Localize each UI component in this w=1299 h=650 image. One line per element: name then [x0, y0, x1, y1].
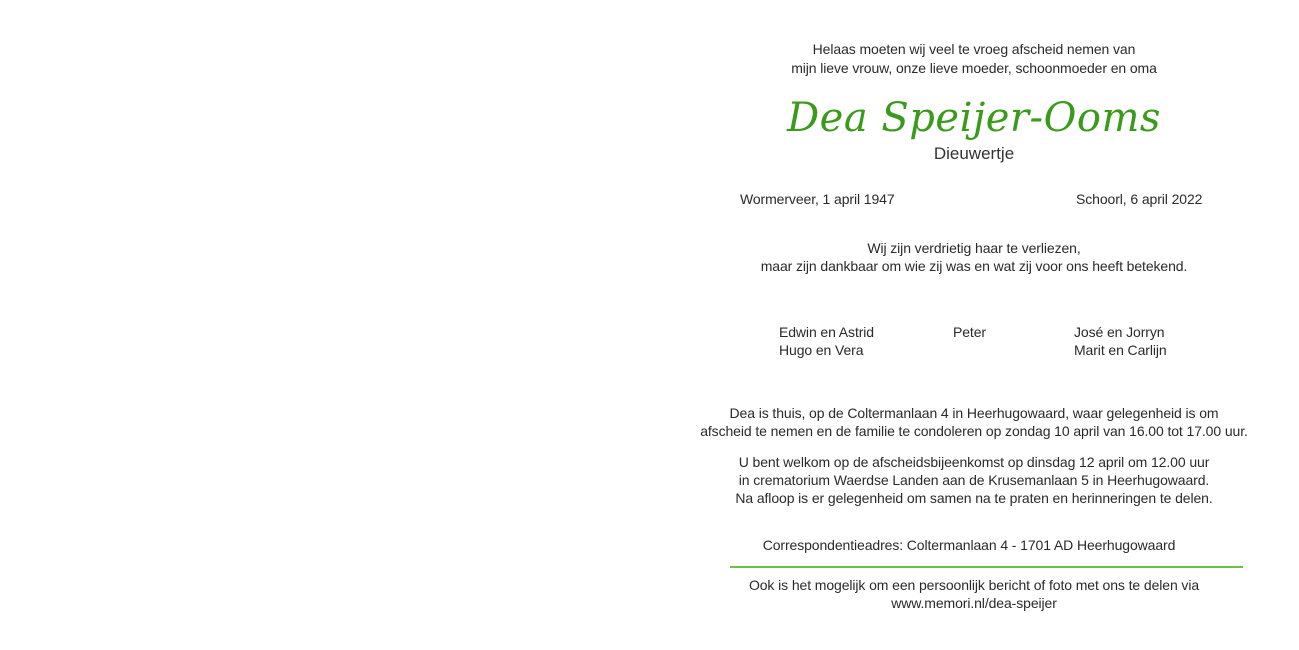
death-info: Schoorl, 6 april 2022	[1076, 191, 1203, 207]
viewing-line-2: afscheid te nemen en de familie te condoleren op zondag 10 april van 16.00 tot 17.00 uur.	[700, 423, 1248, 439]
birth-info: Wormerveer, 1 april 1947	[740, 191, 895, 207]
family-member: Hugo en Vera	[779, 342, 864, 358]
family-member: Marit en Carlijn	[1074, 342, 1167, 358]
memori-link[interactable]: www.memori.nl/dea-speijer	[891, 595, 1057, 611]
deceased-name: Dea Speijer-Ooms	[787, 95, 1161, 141]
message-line-1: Wij zijn verdrietig haar te verliezen,	[867, 240, 1081, 256]
correspondence-address: Correspondentieadres: Coltermanlaan 4 - 1701 AD Heerhugowaard	[762, 537, 1176, 553]
family-member: Peter	[953, 324, 986, 340]
ceremony-line-3: Na afloop is er gelegenheid om samen na te praten en herinneringen te delen.	[735, 490, 1213, 506]
family-member: José en Jorryn	[1074, 324, 1165, 340]
intro-line-2: mijn lieve vrouw, onze lieve moeder, schoonmoeder en oma	[791, 60, 1157, 76]
online-line-1: Ook is het mogelijk om een persoonlijk bericht of foto met ons te delen via	[748, 577, 1200, 593]
message-line-2: maar zijn dankbaar om wie zij was en wat zij voor ons heeft betekend.	[760, 258, 1188, 274]
family-member: Edwin en Astrid	[779, 324, 874, 340]
viewing-line-1: Dea is thuis, op de Coltermanlaan 4 in Heerhugowaard, waar gelegenheid is om	[729, 405, 1219, 421]
ceremony-line-2: in crematorium Waerdse Landen aan de Krusemanlaan 5 in Heerhugowaard.	[738, 472, 1210, 488]
green-divider	[730, 566, 1243, 568]
intro-line-1: Helaas moeten wij veel te vroeg afscheid nemen van	[812, 41, 1136, 57]
announcement-page	[649, 0, 1299, 650]
ceremony-line-1: U bent welkom op de afscheidsbijeenkomst op dinsdag 12 april om 12.00 uur	[738, 454, 1210, 470]
blank-left-page	[0, 0, 649, 650]
deceased-nickname: Dieuwertje	[933, 144, 1015, 163]
